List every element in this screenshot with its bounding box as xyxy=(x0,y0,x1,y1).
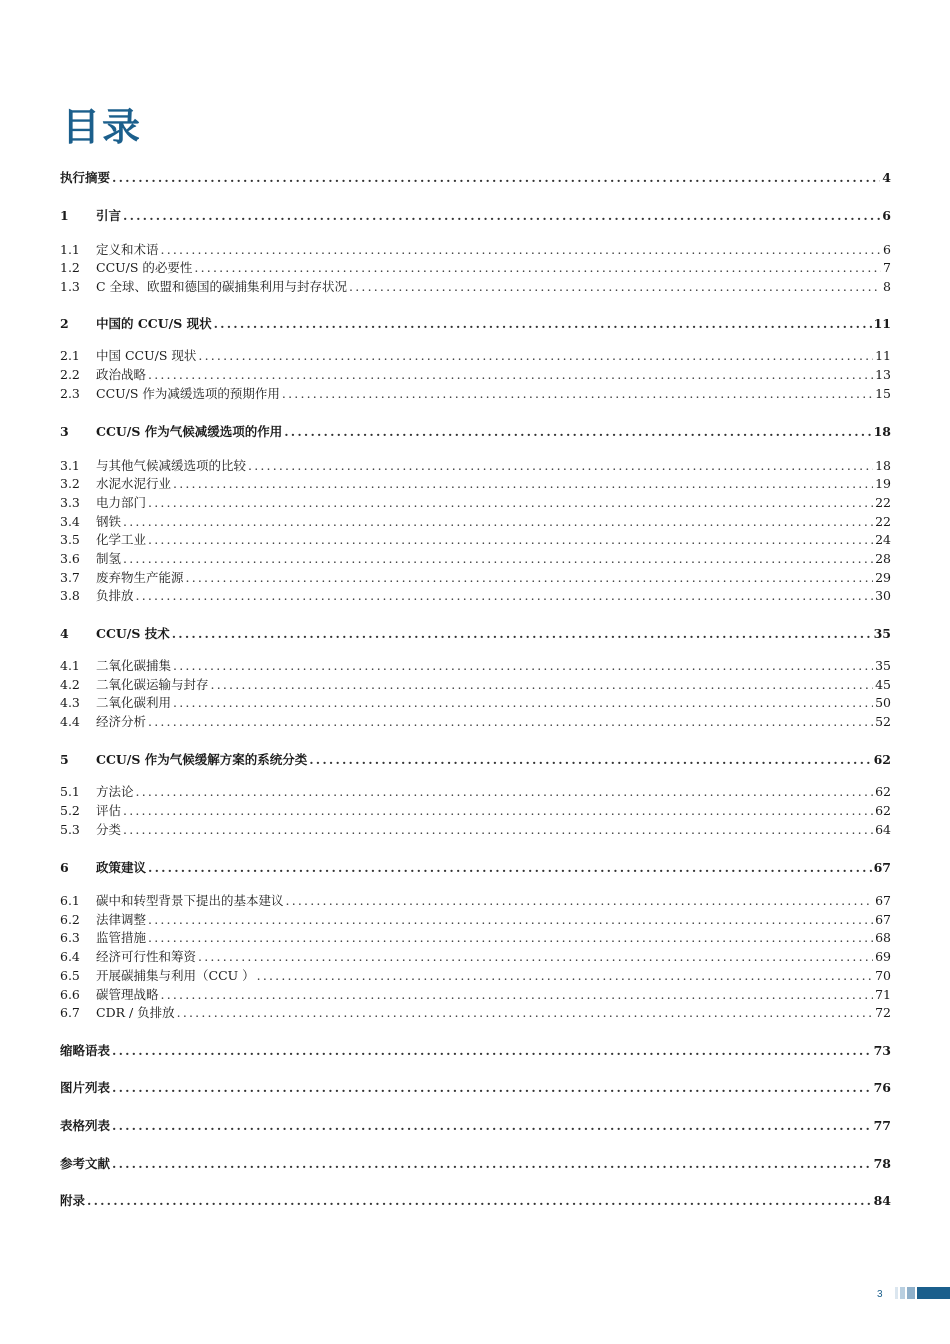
toc-leader-dots xyxy=(112,1078,872,1097)
toc-entry-page: 67 xyxy=(875,912,891,927)
toc-leader-dots xyxy=(112,1154,872,1173)
toc-entry-number: 6.5 xyxy=(60,968,80,983)
toc-entry-title: CCU/S 作为减缓选项的预期作用 xyxy=(96,386,280,401)
toc-entry-title: 监管措施 xyxy=(96,930,147,945)
toc-entry[interactable] xyxy=(60,858,891,877)
toc-entry[interactable] xyxy=(60,422,891,441)
toc-entry-page: 19 xyxy=(875,476,891,491)
toc-entry-page: 76 xyxy=(873,1080,891,1095)
toc-entry[interactable] xyxy=(60,586,891,605)
toc-entry-number: 3.7 xyxy=(60,570,80,585)
toc-entry-page: 45 xyxy=(875,677,891,692)
toc-leader-dots xyxy=(173,656,873,675)
toc-entry-title: 方法论 xyxy=(96,784,134,799)
toc-leader-dots xyxy=(112,1041,872,1060)
toc-entry-page: 62 xyxy=(875,803,891,818)
toc-entry-number: 6.4 xyxy=(60,949,80,964)
toc-entry[interactable] xyxy=(60,512,891,531)
toc-leader-dots xyxy=(148,712,873,731)
toc-entry-number: 5 xyxy=(60,752,69,767)
toc-entry[interactable] xyxy=(60,530,891,549)
toc-entry-number: 3.6 xyxy=(60,551,80,566)
toc-entry-page: 11 xyxy=(873,316,891,331)
toc-entry-page: 15 xyxy=(875,386,891,401)
toc-entry[interactable] xyxy=(60,168,891,187)
toc-entry[interactable] xyxy=(60,712,891,731)
toc-entry-page: 13 xyxy=(875,367,891,382)
toc-entry-title: 中国 CCU/S 现状 xyxy=(96,348,197,363)
toc-leader-dots xyxy=(309,750,871,769)
toc-entry-page: 24 xyxy=(875,532,891,547)
toc-entry-number: 2.3 xyxy=(60,386,80,401)
toc-entry-page: 7 xyxy=(883,260,891,275)
toc-leader-dots xyxy=(123,820,873,839)
toc-entry-page: 77 xyxy=(873,1118,891,1133)
toc-entry-title: CCU/S 作为气候缓解方案的系统分类 xyxy=(96,752,308,767)
toc-entry-number: 3.5 xyxy=(60,532,80,547)
toc-entry-title: 钢铁 xyxy=(96,514,122,529)
toc-entry[interactable] xyxy=(60,801,891,820)
page-title: 目录 xyxy=(62,105,143,149)
toc-entry[interactable] xyxy=(60,910,891,929)
toc-entry[interactable] xyxy=(60,314,891,333)
toc-entry[interactable] xyxy=(60,928,891,947)
toc-entry-title: 与其他气候减缓选项的比较 xyxy=(96,458,247,473)
toc-leader-dots xyxy=(148,858,872,877)
toc-entry-page: 28 xyxy=(875,551,891,566)
toc-leader-dots xyxy=(123,206,880,225)
toc-entry[interactable] xyxy=(60,240,891,259)
toc-entry-number: 2.2 xyxy=(60,367,80,382)
toc-entry-page: 6 xyxy=(882,208,891,223)
toc-leader-dots xyxy=(349,277,881,296)
toc-entry[interactable] xyxy=(60,206,891,225)
toc-entry[interactable] xyxy=(60,456,891,475)
toc-leader-dots xyxy=(148,910,873,929)
toc-entry[interactable] xyxy=(60,1078,891,1097)
toc-entry-page: 70 xyxy=(875,968,891,983)
toc-entry-title: 评估 xyxy=(96,803,122,818)
toc-entry-title: 二氧化碳捕集 xyxy=(96,658,172,673)
toc-entry-page: 62 xyxy=(873,752,891,767)
toc-leader-dots xyxy=(211,675,874,694)
toc-entry-number: 3.4 xyxy=(60,514,80,529)
toc-leader-dots xyxy=(161,985,874,1004)
footer-decoration xyxy=(907,1287,915,1299)
toc-entry-title: CCU/S 的必要性 xyxy=(96,260,193,275)
toc-leader-dots xyxy=(112,168,880,187)
toc-entry-title: 缩略语表 xyxy=(60,1043,111,1058)
toc-entry-page: 64 xyxy=(875,822,891,837)
toc-entry[interactable] xyxy=(60,985,891,1004)
toc-leader-dots xyxy=(136,586,874,605)
toc-entry-number: 5.3 xyxy=(60,822,80,837)
toc-entry-title: 引言 xyxy=(96,208,122,223)
toc-entry-title: 定义和术语 xyxy=(96,242,159,257)
toc-entry-title: 中国的 CCU/S 现状 xyxy=(96,316,212,331)
toc-entry-title: 废弃物生产能源 xyxy=(96,570,184,585)
toc-entry[interactable] xyxy=(60,277,891,296)
toc-entry[interactable] xyxy=(60,820,891,839)
toc-entry[interactable] xyxy=(60,384,891,403)
toc-entry-title: CCU/S 作为气候减缓选项的作用 xyxy=(96,424,283,439)
toc-entry-number: 4.3 xyxy=(60,695,80,710)
toc-entry-title: 制氢 xyxy=(96,551,122,566)
toc-entry[interactable] xyxy=(60,1116,891,1135)
toc-entry-page: 68 xyxy=(875,930,891,945)
toc-entry[interactable] xyxy=(60,493,891,512)
toc-leader-dots xyxy=(148,493,873,512)
toc-leader-dots xyxy=(136,782,874,801)
toc-entry-title: 化学工业 xyxy=(96,532,147,547)
toc-entry-title: 分类 xyxy=(96,822,122,837)
toc-leader-dots xyxy=(161,240,882,259)
toc-entry-page: 73 xyxy=(873,1043,891,1058)
toc-leader-dots xyxy=(123,801,873,820)
toc-entry-page: 22 xyxy=(875,514,891,529)
toc-leader-dots xyxy=(177,1003,873,1022)
toc-entry-number: 1.2 xyxy=(60,260,80,275)
toc-entry[interactable] xyxy=(60,474,891,493)
toc-entry-number: 5.2 xyxy=(60,803,80,818)
footer-decoration xyxy=(895,1287,898,1299)
toc-entry[interactable] xyxy=(60,568,891,587)
toc-entry-number: 1 xyxy=(60,208,69,223)
toc-entry[interactable] xyxy=(60,1191,891,1210)
toc-leader-dots xyxy=(123,549,873,568)
toc-entry-number: 2 xyxy=(60,316,69,331)
toc-entry[interactable] xyxy=(60,947,891,966)
toc-entry-number: 4 xyxy=(60,626,69,641)
toc-entry-number: 6.3 xyxy=(60,930,80,945)
toc-entry-page: 18 xyxy=(875,458,891,473)
toc-leader-dots xyxy=(248,456,873,475)
toc-leader-dots xyxy=(186,568,874,587)
toc-leader-dots xyxy=(284,422,871,441)
toc-entry[interactable] xyxy=(60,750,891,769)
toc-entry-number: 1.1 xyxy=(60,242,80,257)
toc-entry[interactable] xyxy=(60,966,891,985)
toc-leader-dots xyxy=(214,314,872,333)
toc-entry-title: 电力部门 xyxy=(96,495,147,510)
toc-entry-number: 3.1 xyxy=(60,458,80,473)
toc-entry-page: 78 xyxy=(873,1156,891,1171)
toc-entry-title: 图片列表 xyxy=(60,1080,111,1095)
toc-entry-page: 84 xyxy=(873,1193,891,1208)
toc-leader-dots xyxy=(123,512,873,531)
toc-leader-dots xyxy=(173,474,873,493)
footer-decoration xyxy=(900,1287,905,1299)
toc-entry-page: 67 xyxy=(873,860,891,875)
toc-entry-page: 29 xyxy=(875,570,891,585)
toc-entry-number: 6.7 xyxy=(60,1005,80,1020)
toc-leader-dots xyxy=(87,1191,872,1210)
toc-entry[interactable] xyxy=(60,549,891,568)
toc-entry-page: 67 xyxy=(875,893,891,908)
toc-entry-title: 经济分析 xyxy=(96,714,147,729)
toc-leader-dots xyxy=(148,530,873,549)
toc-entry-number: 1.3 xyxy=(60,279,80,294)
toc-entry-page: 50 xyxy=(875,695,891,710)
toc-leader-dots xyxy=(286,891,874,910)
toc-entry-page: 69 xyxy=(875,949,891,964)
toc-entry-number: 6 xyxy=(60,860,69,875)
toc-entry-title: 碳中和转型背景下提出的基本建议 xyxy=(96,893,284,908)
toc-entry-number: 6.2 xyxy=(60,912,80,927)
toc-entry[interactable] xyxy=(60,624,891,643)
toc-entry[interactable] xyxy=(60,365,891,384)
toc-leader-dots xyxy=(198,346,873,365)
toc-leader-dots xyxy=(148,365,873,384)
toc-entry-title: 政治战略 xyxy=(96,367,147,382)
toc-entry-title: 政策建议 xyxy=(96,860,147,875)
toc-leader-dots xyxy=(282,384,873,403)
toc-entry-page: 71 xyxy=(875,987,891,1002)
toc-leader-dots xyxy=(257,966,873,985)
toc-entry-title: 负排放 xyxy=(96,588,134,603)
toc-leader-dots xyxy=(198,947,873,966)
toc-entry-page: 35 xyxy=(875,658,891,673)
toc-entry-page: 11 xyxy=(875,348,891,363)
toc-entry-page: 18 xyxy=(873,424,891,439)
toc-entry-number: 2.1 xyxy=(60,348,80,363)
toc-entry-page: 22 xyxy=(875,495,891,510)
toc-entry-title: CCU/S 技术 xyxy=(96,626,170,641)
toc-leader-dots xyxy=(112,1116,872,1135)
toc-entry-page: 30 xyxy=(875,588,891,603)
toc-entry-title: 参考文献 xyxy=(60,1156,111,1171)
toc-entry-title: 二氧化碳运输与封存 xyxy=(96,677,209,692)
toc-entry-title: 碳管理战略 xyxy=(96,987,159,1002)
toc-entry-title: 附录 xyxy=(60,1193,86,1208)
toc-entry-title: 执行摘要 xyxy=(60,170,111,185)
toc-entry-title: C 全球、欧盟和德国的碳捕集利用与封存状况 xyxy=(96,279,348,294)
toc-entry[interactable] xyxy=(60,891,891,910)
toc-entry[interactable] xyxy=(60,1154,891,1173)
toc-entry-title: 经济可行性和筹资 xyxy=(96,949,197,964)
footer-decoration xyxy=(917,1287,950,1299)
toc-entry-page: 6 xyxy=(883,242,891,257)
toc-leader-dots xyxy=(194,258,881,277)
toc-entry-number: 3.3 xyxy=(60,495,80,510)
toc-leader-dots xyxy=(148,928,873,947)
toc-leader-dots xyxy=(172,624,872,643)
toc-entry[interactable] xyxy=(60,782,891,801)
toc-entry[interactable] xyxy=(60,258,891,277)
toc-entry-title: CDR / 负排放 xyxy=(96,1005,175,1020)
toc-entry-number: 5.1 xyxy=(60,784,80,799)
toc-entry-page: 8 xyxy=(883,279,891,294)
toc-entry[interactable] xyxy=(60,693,891,712)
toc-entry-number: 3 xyxy=(60,424,69,439)
toc-entry-number: 4.2 xyxy=(60,677,80,692)
toc-entry-title: 水泥水泥行业 xyxy=(96,476,172,491)
toc-entry[interactable] xyxy=(60,346,891,365)
toc-entry-page: 72 xyxy=(875,1005,891,1020)
toc-entry-title: 法律调整 xyxy=(96,912,147,927)
toc-entry-number: 4.1 xyxy=(60,658,80,673)
toc-entry-title: 开展碳捕集与利用（CCU ） xyxy=(96,968,255,983)
toc-entry[interactable] xyxy=(60,1003,891,1022)
toc-entry-page: 52 xyxy=(875,714,891,729)
toc-entry-number: 6.6 xyxy=(60,987,80,1002)
toc-entry-number: 4.4 xyxy=(60,714,80,729)
toc-entry-number: 3.8 xyxy=(60,588,80,603)
toc-entry[interactable] xyxy=(60,1041,891,1060)
page-number: 3 xyxy=(877,1289,883,1300)
toc-entry-number: 6.1 xyxy=(60,893,80,908)
toc-entry-page: 62 xyxy=(875,784,891,799)
toc-entry-title: 二氧化碳利用 xyxy=(96,695,172,710)
toc-leader-dots xyxy=(173,693,873,712)
toc-entry[interactable] xyxy=(60,675,891,694)
toc-entry[interactable] xyxy=(60,656,891,675)
toc-entry-page: 35 xyxy=(873,626,891,641)
toc-entry-title: 表格列表 xyxy=(60,1118,111,1133)
toc-entry-page: 4 xyxy=(882,170,891,185)
toc-entry-number: 3.2 xyxy=(60,476,80,491)
